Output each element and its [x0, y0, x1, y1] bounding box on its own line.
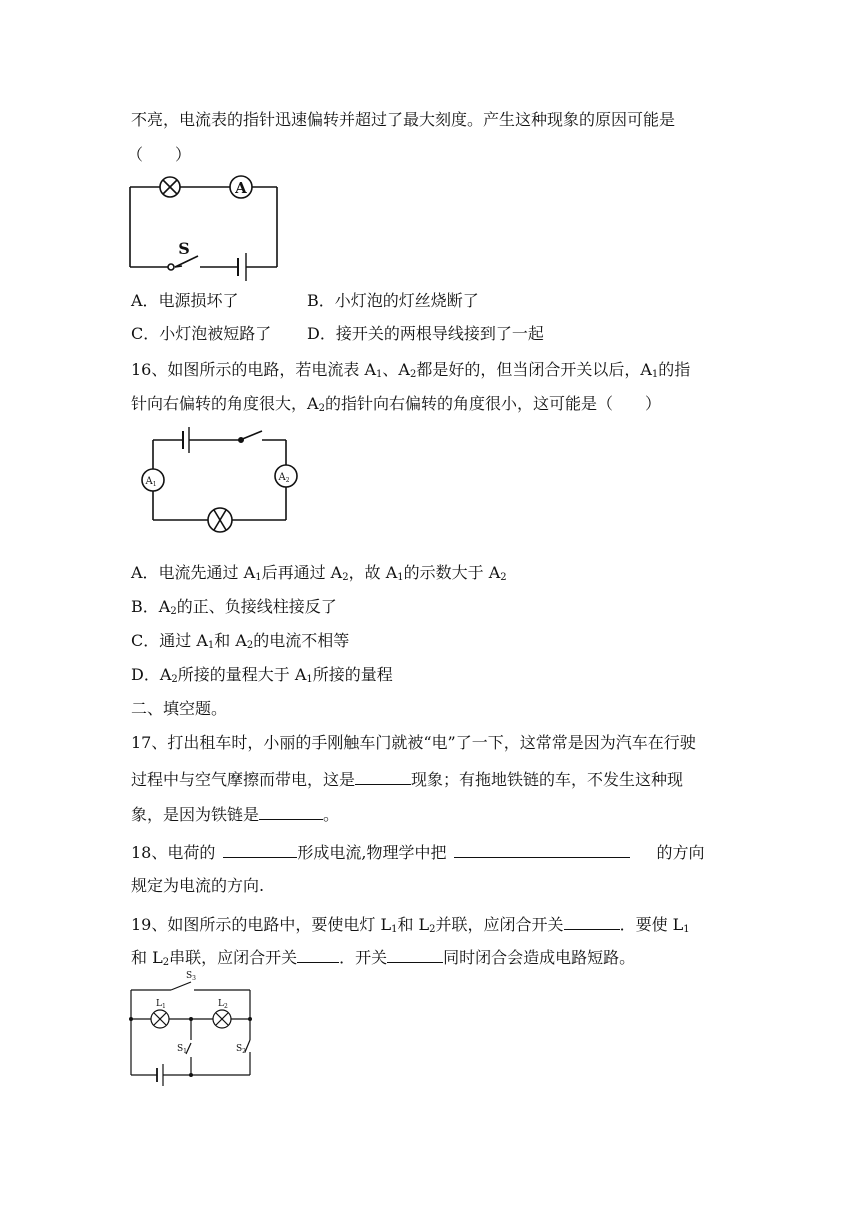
q16-option-d: D．$A_2$所接的量程大于 $A_1$所接的量程 [131, 665, 393, 685]
q16-a2-meter-label: $A_2$ [278, 472, 290, 484]
q18-text-line-1: 18、电荷的 形成电流,物理学中把 的方向 [131, 843, 705, 862]
q19-l2-label: $L_2$ [218, 999, 228, 1010]
q16-option-b: B．$A_2$的正、负接线柱接反了 [131, 597, 337, 617]
section-heading-fill-blank: 二、填空题。 [131, 699, 228, 718]
q17-text-line-1: 17、打出租车时，小丽的手刚触车门就被“电”了一下，这常常是因为汽车在行驶 [131, 733, 696, 752]
q15-answer-paren: （ ） [127, 145, 192, 164]
q19-s3-label: $S_3$ [186, 971, 196, 982]
q15-option-b: B．小灯泡的灯丝烧断了 [307, 291, 479, 310]
q15-ammeter-label: A [235, 179, 247, 197]
q17-text-line-2: 过程中与空气摩擦而带电，这是 现象；有拖地铁链的车，不发生这种现 [131, 770, 684, 789]
q19-s2-label: $S_2$ [236, 1044, 246, 1055]
q16-option-c: C．通过 $A_1$和 $A_2$的电流不相等 [131, 631, 350, 651]
q15-option-c: C．小灯泡被短路了 [131, 324, 272, 343]
q15-option-d: D．接开关的两根导线接到了一起 [307, 324, 544, 343]
q19-text-line-2: 和 $L_2$串联，应闭合开关 ．开关 同时闭合会造成电路短路。 [131, 948, 636, 968]
q15-option-a: A．电源损坏了 [131, 291, 239, 310]
q19-s1-label: $S_1$ [177, 1044, 187, 1055]
q16-option-a: A．电流先通过 $A_1$后再通过 $A_2$，故 $A_1$的示数大于 $A_2$ [131, 563, 507, 583]
q16-text-line-1: 16、如图所示的电路，若电流表 $A_1$、$A_2$都是好的，但当闭合开关以后，$A_1$的指 [131, 360, 691, 380]
q15-switch-label: S [178, 239, 190, 258]
q15-text-line: 不亮，电流表的指针迅速偏转并超过了最大刻度。产生这种现象的原因可能是 [131, 110, 676, 129]
q19-text-line-1: 19、如图所示的电路中，要使电灯 $L_1$和 $L_2$并联，应闭合开关 ．要使 $L_1$ [131, 915, 690, 935]
q17-text-line-3: 象，是因为铁链是 。 [131, 805, 340, 824]
q16-a1-meter-label: $A_1$ [145, 476, 157, 488]
q16-text-line-2: 针向右偏转的角度很大，$A_2$的指针向右偏转的角度很小，这可能是（ ） [131, 394, 661, 414]
q19-l1-label: $L_1$ [156, 999, 166, 1010]
q18-text-line-2: 规定为电流的方向. [131, 876, 265, 895]
